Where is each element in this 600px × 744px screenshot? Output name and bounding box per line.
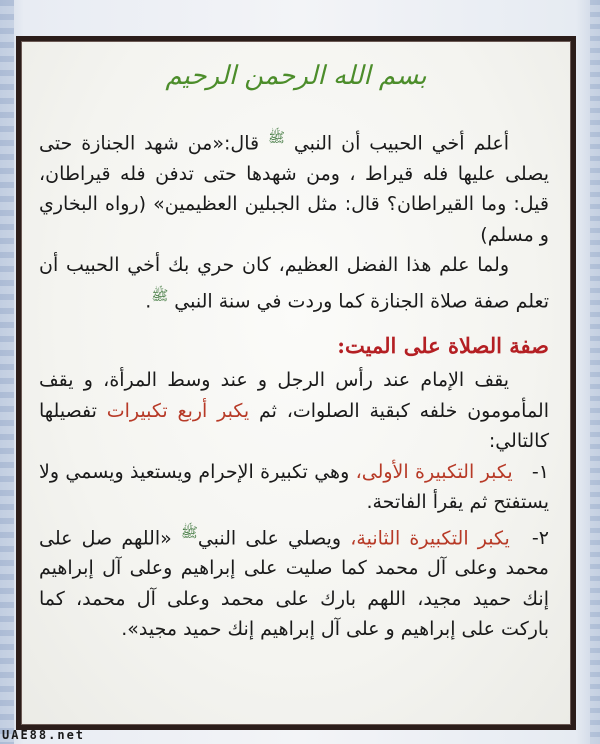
highlight-text: يكبر التكبيرة الثانية، xyxy=(350,526,510,549)
paragraph-text: يقف الإمام عند رأس الرجل و عند وسط المرأة، و يقف المأمومون خلفه كبقية الصلوات، ثم xyxy=(39,369,549,422)
site-credit: UAE88.net xyxy=(2,728,86,742)
page-edge-right xyxy=(590,0,600,744)
paragraph-text: قال:«من شهد الجنازة حتى يصلى عليها فله قيراط ، ومن شهدها حتى تدفن فله قيراطان، قيل: وما القيراطان؟ قال: مثل الجبلين العظيمين» (رواه البخاري و مسلم) xyxy=(39,132,549,246)
list-item-2 xyxy=(39,518,549,645)
document-frame xyxy=(16,36,576,730)
paragraph-text: . xyxy=(145,290,152,313)
item-text: «اللهم صل على محمد وعلى آل محمد كما صليت على إبراهيم وعلى آل إبراهيم إنك حميد مجيد، اللهم بارك على محمد وعلى آل محمد، كما باركت على إبراهيم و على آل إبراهيم إنك حميد مجيد». xyxy=(39,526,549,641)
highlight-text: يكبر أربع تكبيرات xyxy=(106,399,250,422)
paragraph-text: ولما علم هذا الفضل العظيم، كان حري بك أخي الحبيب أن تعلم صفة صلاة الجنازة كما وردت في سنة النبي xyxy=(39,254,549,313)
basmala-calligraphy: بسم الله الرحمن الرحيم xyxy=(165,61,427,91)
pbuh-icon: ﷺ xyxy=(151,287,169,304)
item-number: ١- xyxy=(531,460,549,483)
paragraph-text: أعلم أخي الحبيب أن النبي xyxy=(284,132,510,155)
pbuh-icon: ﷺ xyxy=(268,130,285,146)
paragraph-hadith xyxy=(39,123,549,250)
paragraph-text: تفصيلها كالتالي: xyxy=(39,399,549,453)
item-text: وهي تكبيرة الإحرام ويستعيذ ويسمي ولا يستفتح ثم يقرأ الفاتحة. xyxy=(39,460,549,514)
highlight-text: يكبر التكبيرة الأولى، xyxy=(355,460,513,483)
paragraph-virtue xyxy=(39,250,549,316)
list-item-1 xyxy=(39,457,549,518)
section-heading: صفة الصلاة على الميت: xyxy=(337,332,549,358)
pbuh-icon: ﷺ xyxy=(180,524,198,541)
paragraph-intro xyxy=(39,365,549,457)
item-number: ٢- xyxy=(531,526,549,549)
page-edge-left xyxy=(0,0,14,744)
document-body xyxy=(39,123,549,645)
item-text: ويصلي على النبي xyxy=(197,526,351,549)
